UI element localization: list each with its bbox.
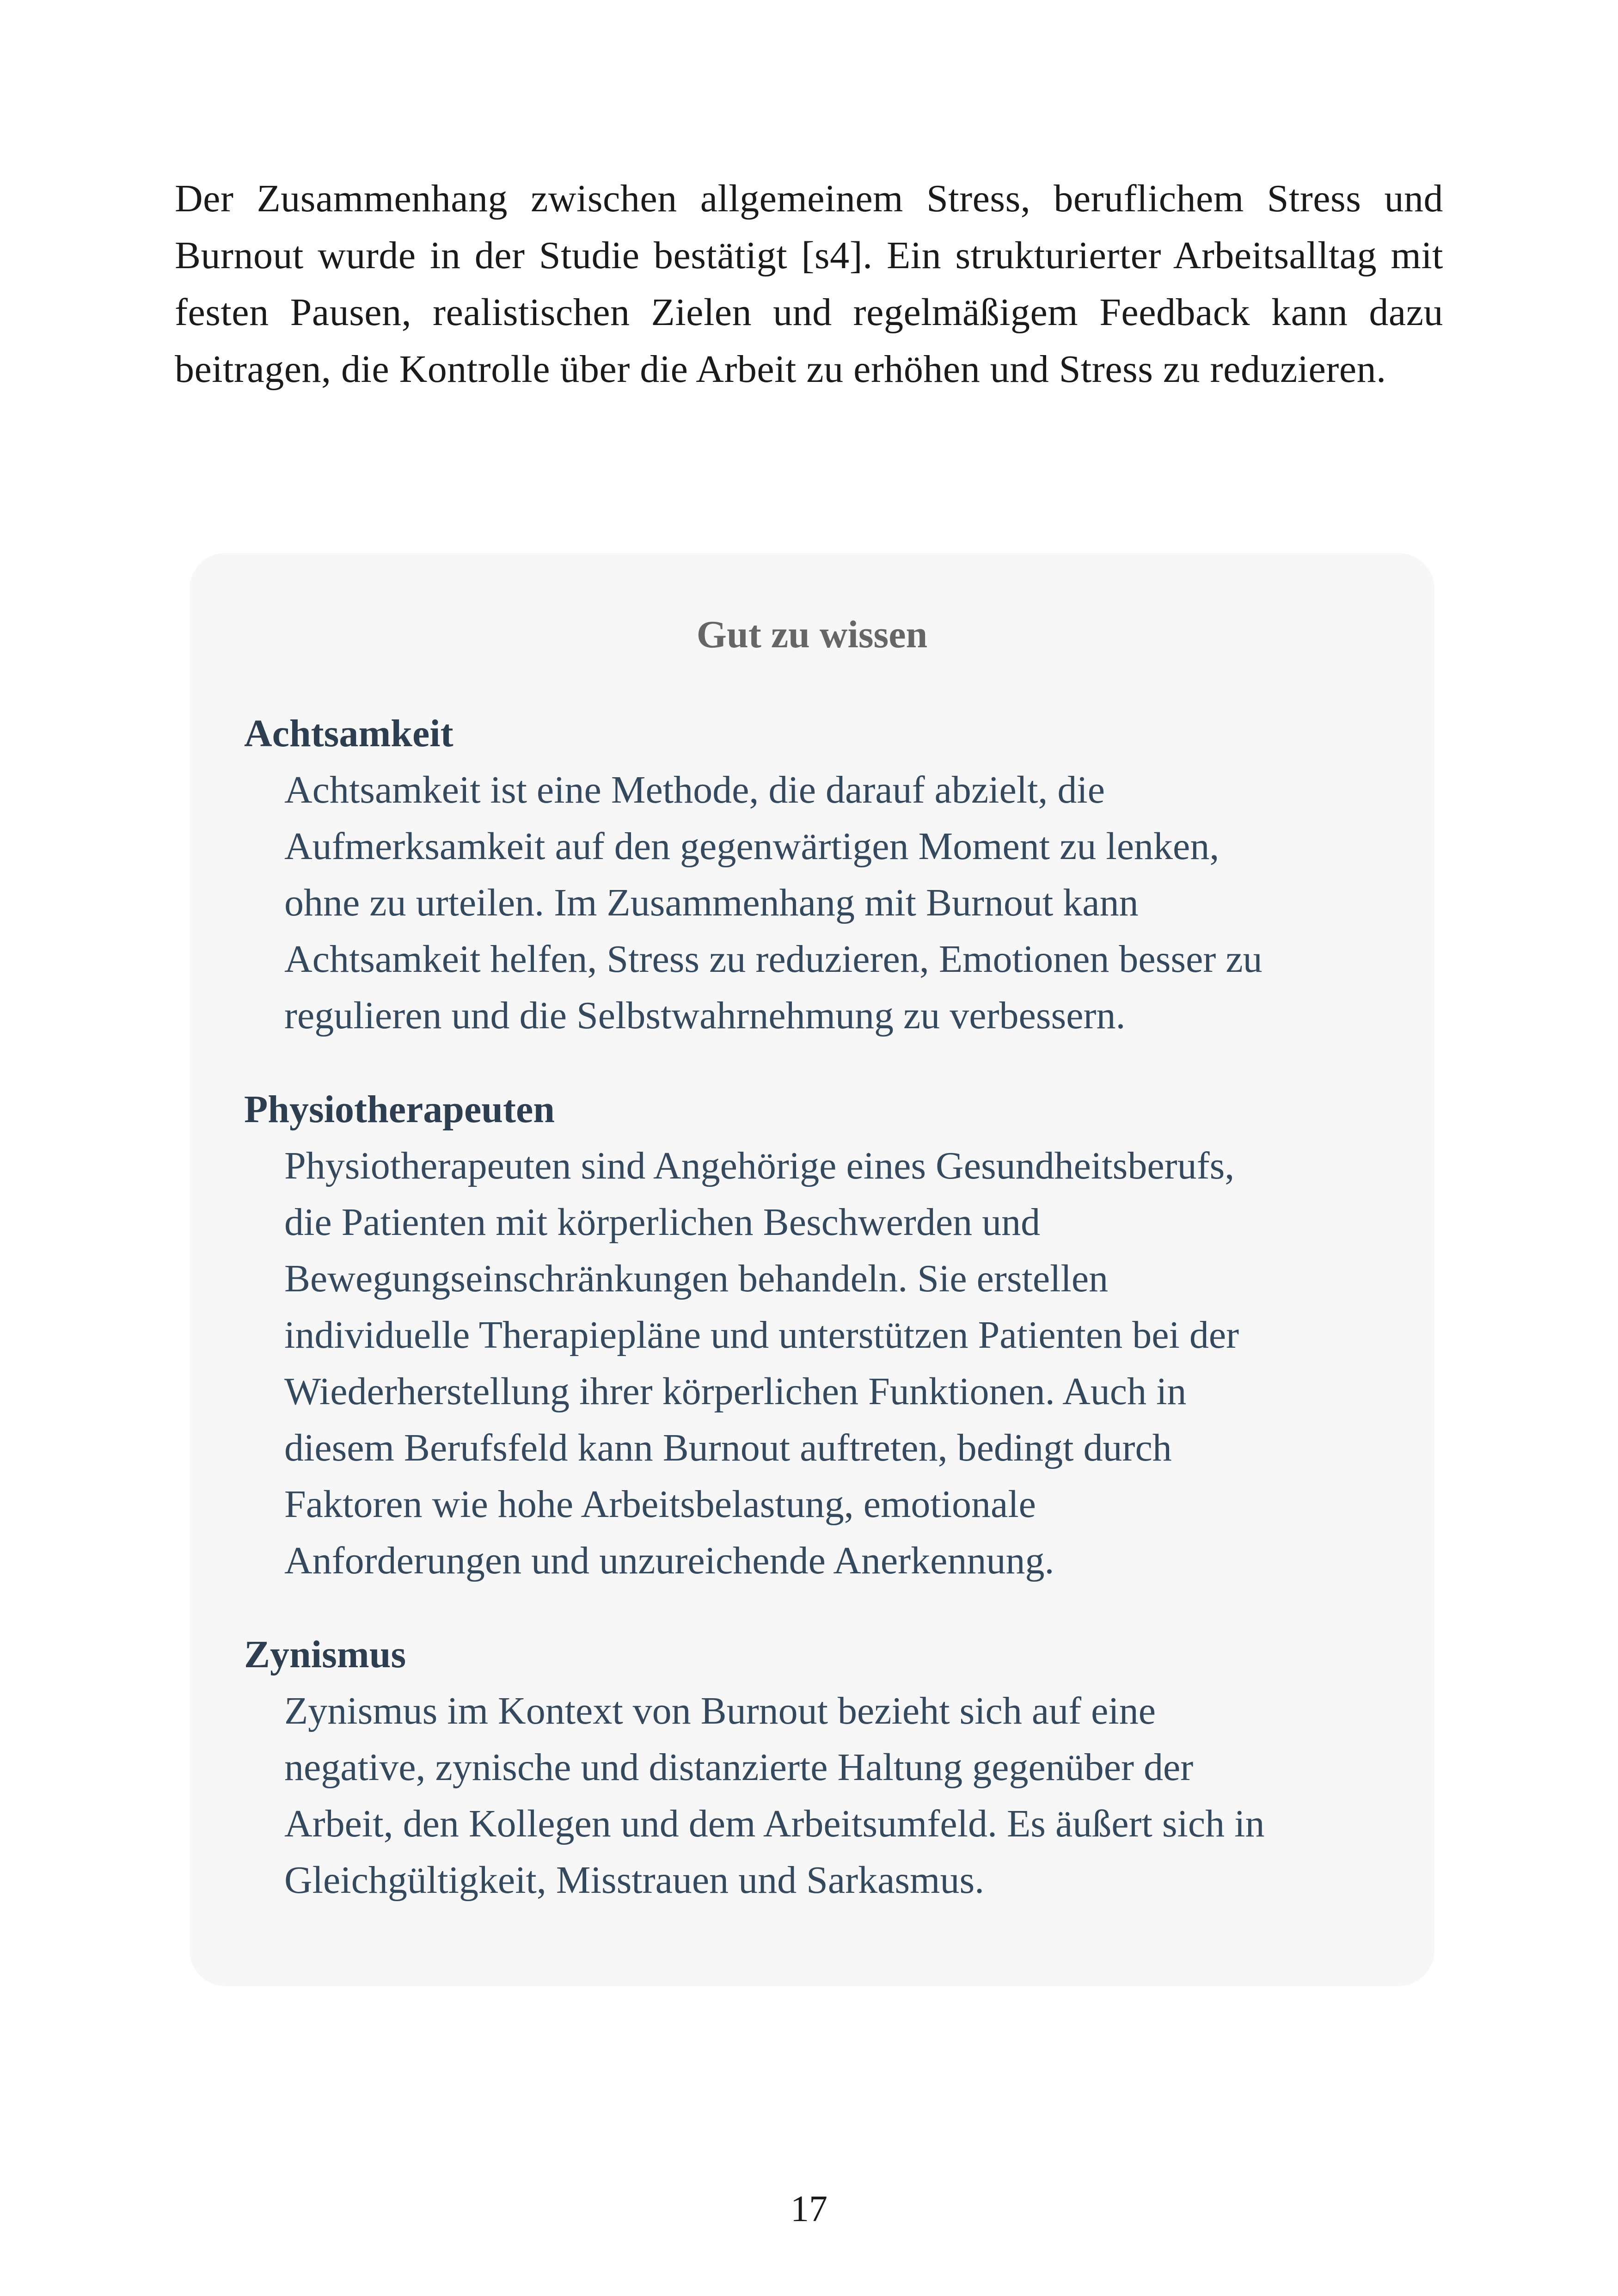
- definition-line: Faktoren wie hohe Arbeitsbelastung, emotionale: [284, 1483, 1036, 1526]
- definition-line: negative, zynische und distanzierte Haltung gegenüber der: [284, 1746, 1194, 1789]
- definition-line: Anforderungen und unzureichende Anerkennung.: [284, 1539, 1054, 1582]
- term-heading: Zynismus: [244, 1633, 406, 1676]
- definition-line: individuelle Therapiepläne und unterstützen Patienten bei der: [284, 1314, 1239, 1357]
- term-physiotherapeuten: [244, 1081, 1400, 1589]
- term-heading: Achtsamkeit: [244, 712, 454, 755]
- term-achtsamkeit: [244, 706, 1400, 1044]
- definition-line: Physiotherapeuten sind Angehörige eines Gesundheitsberufs,: [284, 1144, 1235, 1187]
- definition-line: regulieren und die Selbstwahrnehmung zu verbessern.: [284, 994, 1126, 1037]
- definition-line: Gleichgültigkeit, Misstrauen und Sarkasmus.: [284, 1859, 985, 1902]
- definition-line: die Patienten mit körperlichen Beschwerden und: [284, 1201, 1041, 1244]
- definition-line: Zynismus im Kontext von Burnout bezieht sich auf eine: [284, 1689, 1156, 1732]
- term-definition: [284, 1138, 1408, 1589]
- definition-line: ohne zu urteilen. Im Zusammenhang mit Burnout kann: [284, 881, 1139, 924]
- term-heading: Physiotherapeuten: [244, 1088, 555, 1131]
- term-zynismus: [244, 1627, 1400, 1909]
- term-definition: [284, 1683, 1408, 1909]
- good-to-know-box: [190, 553, 1434, 1986]
- definition-line: diesem Berufsfeld kann Burnout auftreten, bedingt durch: [284, 1426, 1172, 1469]
- page-number: 17: [791, 2189, 827, 2229]
- definition-line: Achtsamkeit ist eine Methode, die darauf abzielt, die: [284, 768, 1105, 811]
- definition-line: Bewegungseinschränkungen behandeln. Sie erstellen: [284, 1257, 1109, 1300]
- term-definition: [284, 762, 1408, 1044]
- callout-title: Gut zu wissen: [696, 613, 928, 656]
- intro-paragraph: Der Zusammenhang zwischen allgemeinem Stress, beruflichem Stress und Burnout wurde in der Studie bestätigt [s4]. Ein strukturierter Arbeitsalltag mit festen Pausen, realistischen Zielen und regelmäßigem Feedback kann dazu beitragen, die Kontrolle über die Arbeit zu erhöhen und Stress zu reduzieren.: [175, 177, 1443, 391]
- definition-line: Achtsamkeit helfen, Stress zu reduzieren, Emotionen besser zu: [284, 938, 1263, 981]
- definition-line: Aufmerksamkeit auf den gegenwärtigen Moment zu lenken,: [284, 825, 1220, 868]
- definition-line: Arbeit, den Kollegen und dem Arbeitsumfeld. Es äußert sich in: [284, 1802, 1265, 1845]
- definition-line: Wiederherstellung ihrer körperlichen Funktionen. Auch in: [284, 1370, 1187, 1413]
